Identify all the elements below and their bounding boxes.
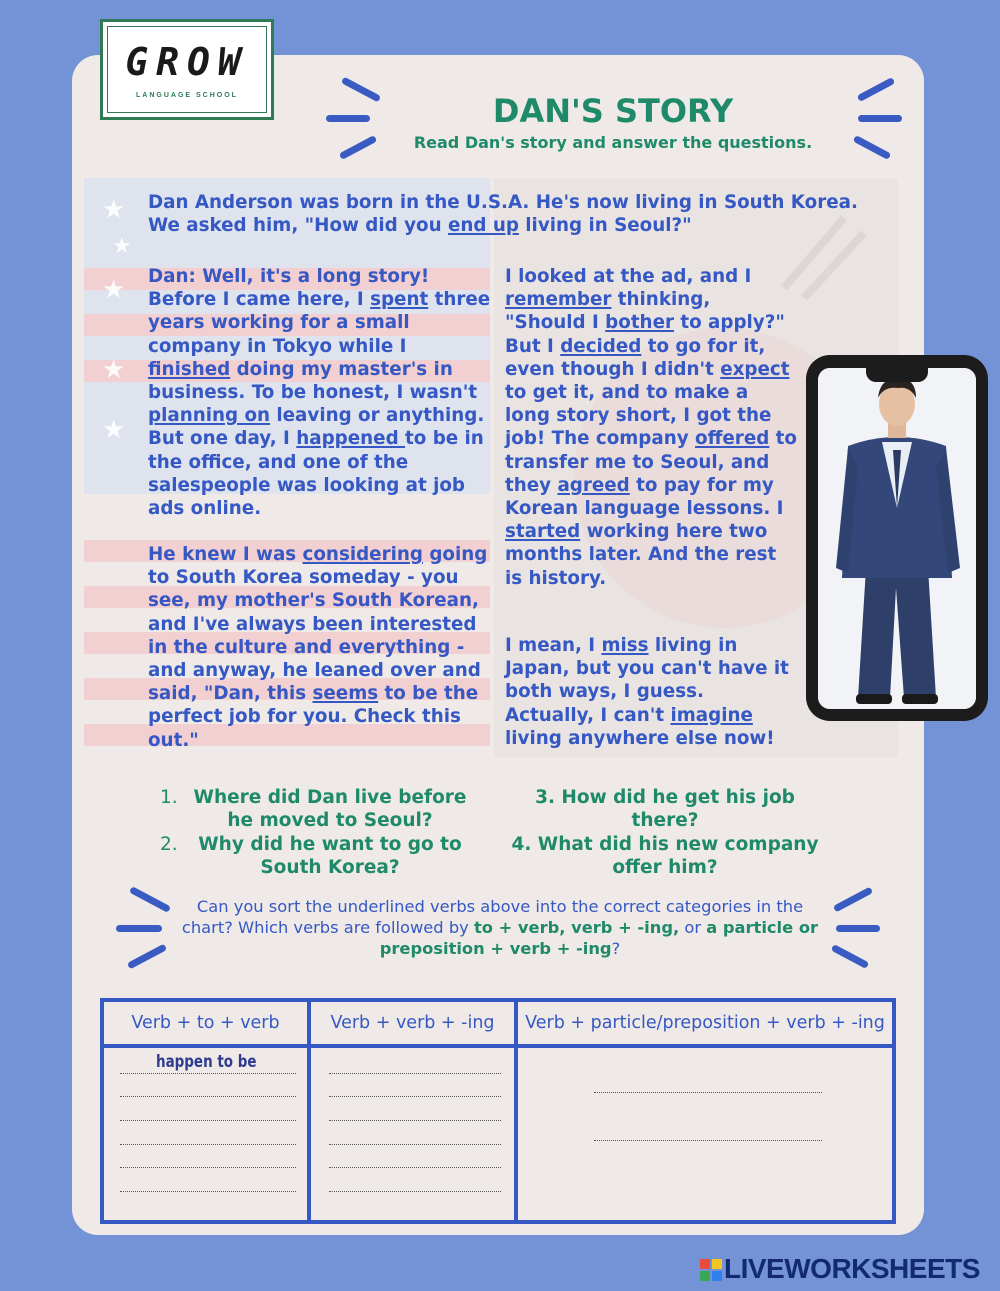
underlined-verb: considering	[302, 544, 423, 565]
story-left-paragraph-2: He knew I was considering going to South Korea someday - you see, my mother's South Korean, and I've always been interested in the culture and everything - and anyway, he leaned over and said, "Dan, this seems to be the perfect job for you. Check this out."	[148, 544, 488, 751]
answer-line[interactable]	[329, 1144, 501, 1145]
chart-column-particle-verb-ing	[516, 1046, 894, 1222]
man-in-suit-image	[818, 368, 976, 709]
answer-line[interactable]	[120, 1191, 296, 1192]
underlined-verb: imagine	[670, 704, 753, 726]
underlined-verb: started	[505, 521, 581, 543]
story-intro: Dan Anderson was born in the U.S.A. He's now living in South Korea. We asked him, "How did you end up living in Seoul?"	[148, 192, 858, 237]
svg-text:★: ★	[102, 355, 126, 385]
decor-slash	[326, 115, 370, 122]
chart-column-verb-ing	[309, 1046, 516, 1222]
chart-header-particle-verb-ing: Verb + particle/preposition + verb + -ing	[516, 1000, 894, 1046]
question-3: 3. How did he get his job there?	[535, 787, 795, 831]
answer-line[interactable]	[120, 1144, 296, 1145]
question-1: 1. Where did Dan live before he moved to Seoul?	[160, 787, 467, 831]
story-left-paragraph-1: Dan: Well, it's a long story! Before I came here, I spent three years working for a small company in Tokyo while I finished doing my master's in business. To be honest, I wasn't planning on leaving or anything. But one day, I happened to be in the office, and one of the salespeople was looking at job ads online.	[148, 266, 491, 520]
svg-text:★: ★	[102, 275, 126, 305]
chart-header-verb-ing: Verb + verb + -ing	[309, 1000, 516, 1046]
chart-instructions: Can you sort the underlined verbs above into the correct categories in the chart? Which verbs are followed by to + verb, verb + -ing, or a particle or preposition + verb + -ing?	[181, 897, 819, 958]
answer-line[interactable]	[329, 1191, 501, 1192]
underlined-verb: miss	[601, 635, 649, 656]
answer-line[interactable]	[594, 1092, 822, 1093]
story-right-paragraph-1: I looked at the ad, and I remember thinking, "Should I bother to apply?" But I decided to go for it, even though I didn't expect to get it, and to make a long story short, I got the job! The company offered to transfer me to Seoul, and they agreed to pay for my Korean language lessons. I started working here two months later. And the rest is history.	[505, 266, 797, 589]
phone-photo	[806, 355, 988, 721]
underlined-verb: spent	[370, 289, 429, 311]
answer-line[interactable]	[120, 1120, 296, 1121]
underlined-verb: planning on	[148, 405, 271, 427]
answer-line[interactable]	[329, 1167, 501, 1168]
svg-text:★: ★	[102, 415, 126, 445]
underlined-verb: offered	[695, 428, 770, 450]
underlined-verb: happened	[296, 428, 406, 450]
answer-text: happen to be	[156, 1052, 257, 1072]
underlined-verb: bother	[605, 312, 674, 334]
liveworksheets-logo-icon	[700, 1259, 722, 1281]
underlined-verb: seems	[312, 683, 379, 705]
question-4: 4. What did his new company offer him?	[511, 834, 819, 878]
underlined-verb: end up	[447, 215, 519, 237]
svg-text:★: ★	[102, 195, 126, 225]
story-right-paragraph-2: I mean, I miss living in Japan, but you can't have it both ways, I guess. Actually, I can't imagine living anywhere else now!	[505, 635, 789, 749]
decor-slash	[858, 115, 902, 122]
answer-line[interactable]	[329, 1096, 501, 1097]
underlined-verb: expect	[720, 358, 790, 380]
underlined-verb: agreed	[557, 474, 630, 496]
underlined-verb: finished	[148, 358, 231, 380]
underlined-verb: remember	[505, 289, 612, 311]
answer-line[interactable]	[594, 1140, 822, 1141]
answer-line[interactable]	[120, 1073, 296, 1074]
chart-column-to-verb	[102, 1046, 309, 1222]
grow-logo: GROW LANGUAGE SCHOOL	[100, 19, 274, 120]
answer-line[interactable]	[120, 1096, 296, 1097]
answer-line[interactable]	[329, 1120, 501, 1121]
answer-line[interactable]	[120, 1167, 296, 1168]
underlined-verb: decided	[560, 335, 642, 357]
verb-category-chart	[100, 998, 896, 1224]
decor-slash	[116, 925, 162, 932]
svg-text:★: ★	[112, 234, 132, 259]
page-title: DAN'S STORY	[492, 92, 734, 130]
chart-header-to-verb: Verb + to + verb	[102, 1000, 309, 1046]
page-subtitle: Read Dan's story and answer the questions.	[413, 133, 813, 152]
decor-slash	[836, 925, 880, 932]
answer-line[interactable]	[329, 1073, 501, 1074]
question-2: 2. Why did he want to go to South Korea?	[160, 834, 462, 878]
